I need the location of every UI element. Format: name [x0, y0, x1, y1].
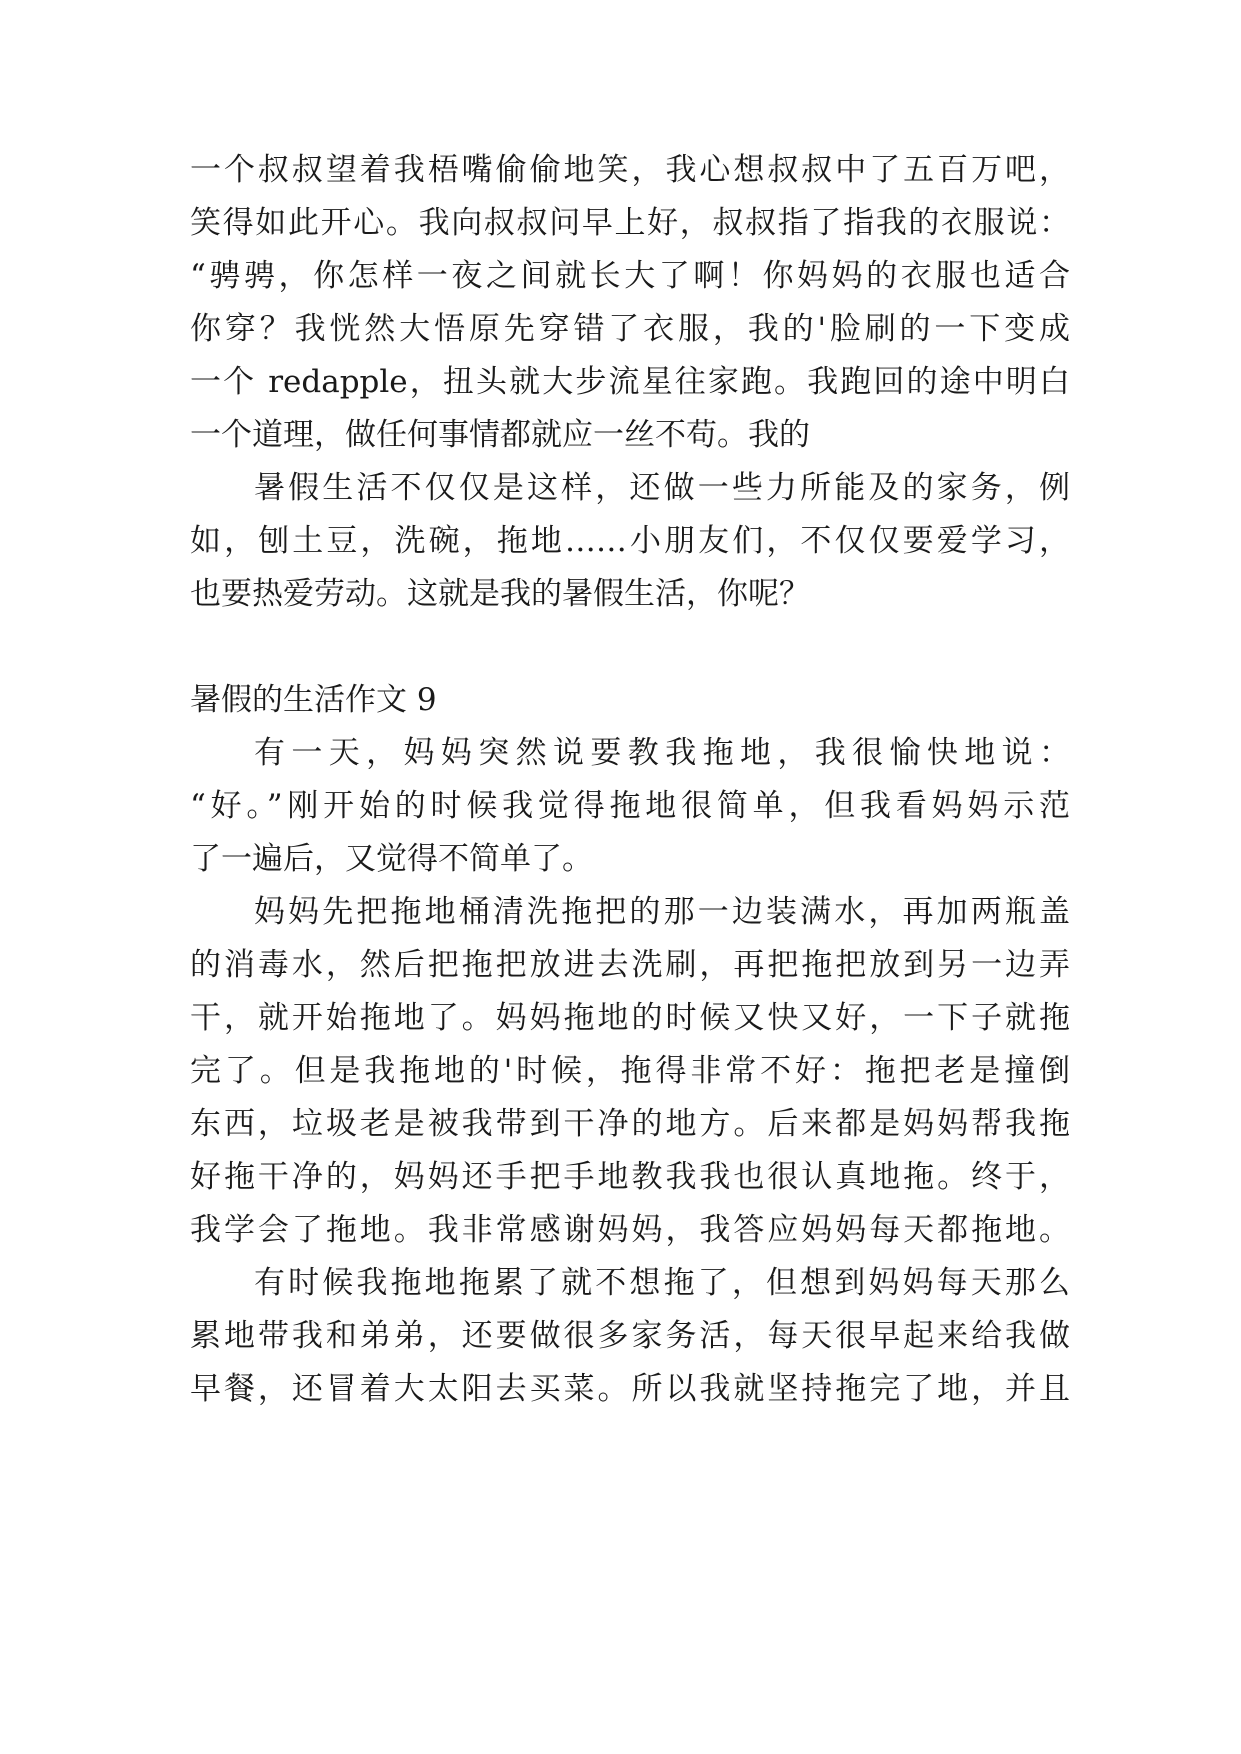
paragraph-line: 一个道理，做任何事情都就应一丝不苟。我的	[190, 417, 810, 453]
paragraph-line: 也要热爱劳动。这就是我的暑假生活，你呢？	[190, 576, 810, 612]
paragraph-line: 你穿？我恍然大悟原先穿错了衣服，我的'脸刷的一下变成	[190, 311, 1070, 347]
paragraph-line: “骋骋，你怎样一夜之间就长大了啊！你妈妈的衣服也适合	[190, 258, 1070, 294]
paragraph-line: 我学会了拖地。我非常感谢妈妈，我答应妈妈每天都拖地。	[190, 1212, 1070, 1248]
paragraph-line: 如，刨土豆，洗碗，拖地……小朋友们，不仅仅要爱学习，	[190, 523, 1070, 559]
paragraph-line: 一个叔叔望着我梧嘴偷偷地笑，我心想叔叔中了五百万吧，	[190, 152, 1070, 188]
paragraph-line: 有一天，妈妈突然说要教我拖地，我很愉快地说：	[254, 735, 1070, 771]
paragraph-line: 完了。但是我拖地的'时候，拖得非常不好：拖把老是撞倒	[190, 1053, 1070, 1089]
paragraph-line: 了一遍后，又觉得不简单了。	[190, 841, 593, 877]
paragraph-line: “好。”刚开始的时候我觉得拖地很简单，但我看妈妈示范	[190, 788, 1070, 824]
paragraph-line: 干，就开始拖地了。妈妈拖地的时候又快又好，一下子就拖	[190, 1000, 1070, 1036]
paragraph-line: 妈妈先把拖地桶清洗拖把的那一边装满水，再加两瓶盖	[254, 894, 1070, 930]
paragraph-line: 有时候我拖地拖累了就不想拖了，但想到妈妈每天那么	[254, 1265, 1070, 1301]
paragraph-line: 东西，垃圾老是被我带到干净的地方。后来都是妈妈帮我拖	[190, 1106, 1070, 1142]
paragraph-line: 的消毒水，然后把拖把放进去洗刷，再把拖把放到另一边弄	[190, 947, 1070, 983]
paragraph-line: 累地带我和弟弟，还要做很多家务活，每天很早起来给我做	[190, 1318, 1070, 1354]
paragraph-line: 笑得如此开心。我向叔叔问早上好，叔叔指了指我的衣服说：	[190, 205, 1070, 241]
section-heading: 暑假的生活作文 9	[190, 682, 437, 718]
paragraph-line: 早餐，还冒着大太阳去买菜。所以我就坚持拖完了地，并且	[190, 1371, 1070, 1407]
paragraph-line: 暑假生活不仅仅是这样，还做一些力所能及的家务，例	[254, 470, 1070, 506]
paragraph-line: 好拖干净的，妈妈还手把手地教我我也很认真地拖。终于，	[190, 1159, 1070, 1195]
paragraph-line: 一个 redapple，扭头就大步流星往家跑。我跑回的途中明白	[190, 364, 1070, 400]
